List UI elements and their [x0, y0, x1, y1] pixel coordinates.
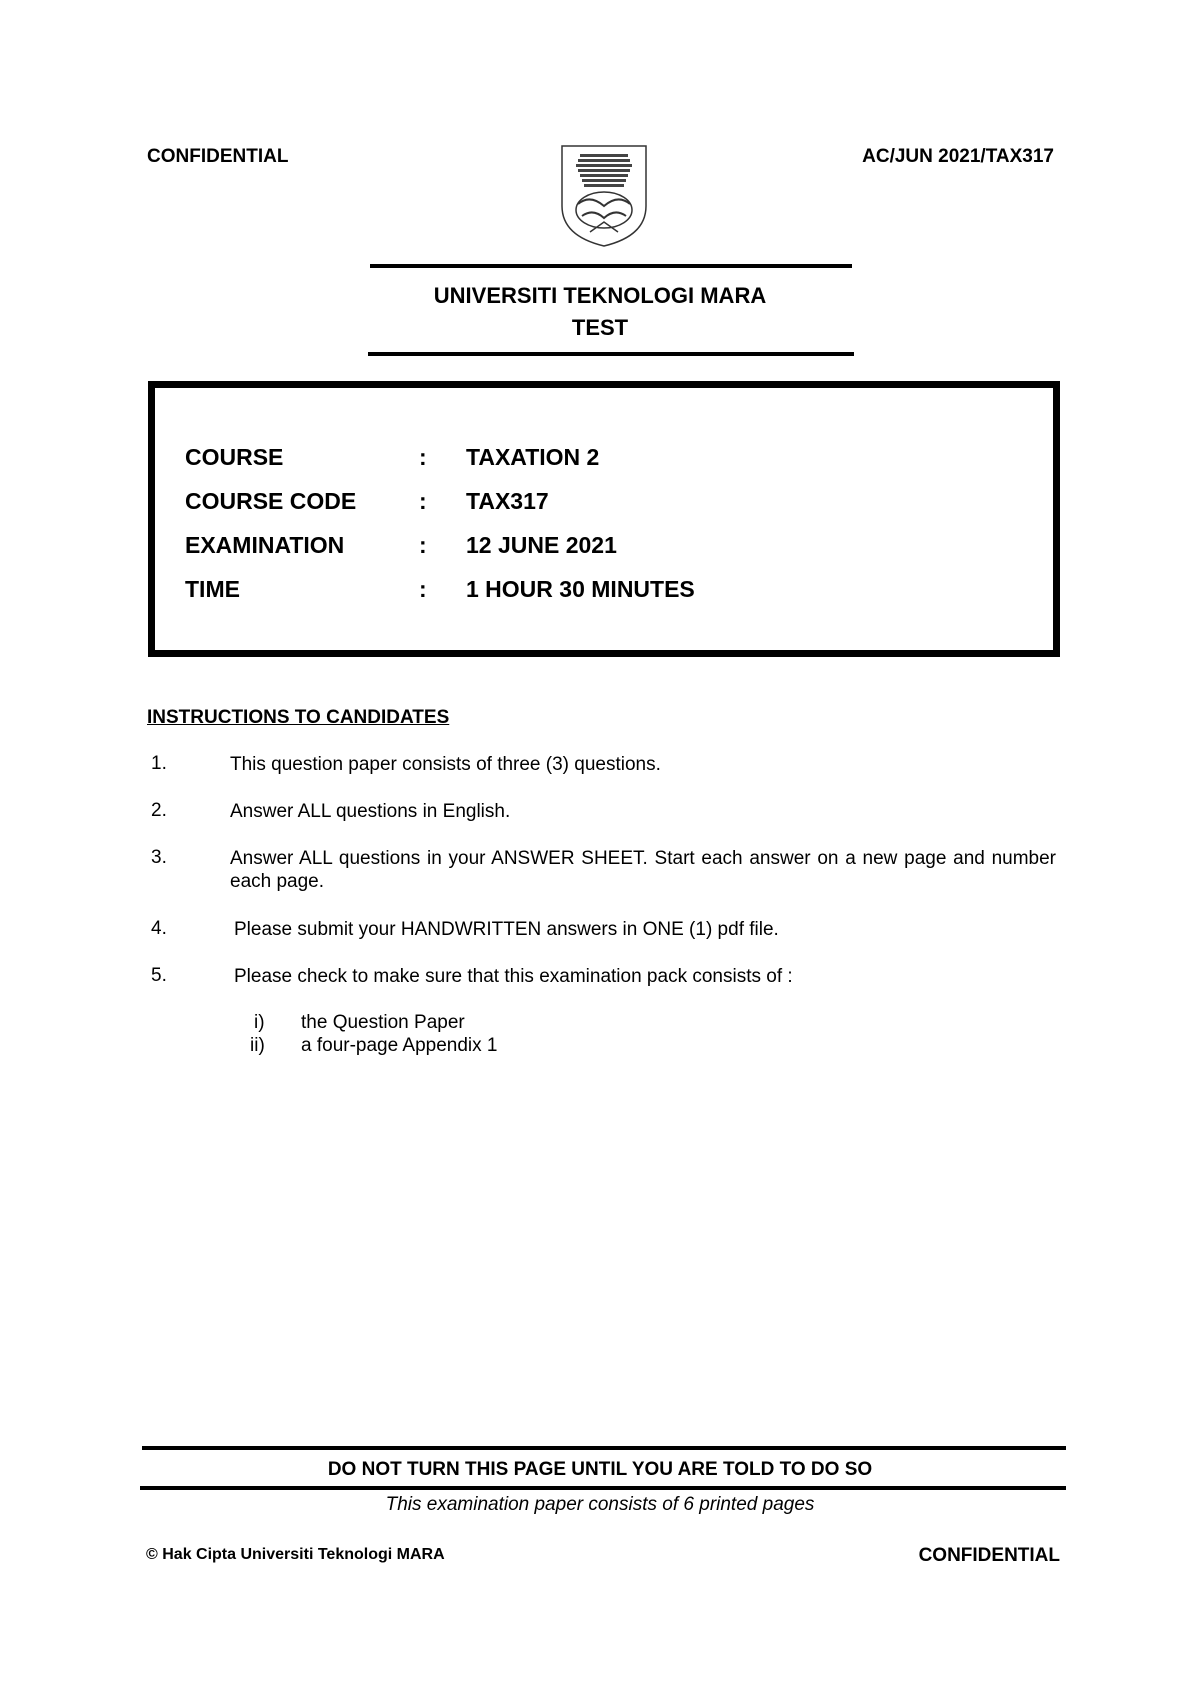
title-bottom-rule: [368, 352, 854, 356]
course-separator: :: [419, 444, 427, 470]
sub-item-text: a four-page Appendix 1: [301, 1035, 498, 1056]
footer-confidential-label: CONFIDENTIAL: [918, 1545, 1060, 1566]
course-info-box: [148, 381, 1060, 657]
university-crest-icon: [560, 144, 648, 248]
copyright-notice: © Hak Cipta Universiti Teknologi MARA: [146, 1546, 445, 1563]
instruction-text: Answer ALL questions in English.: [230, 801, 511, 822]
course-code-label: COURSE CODE: [185, 488, 357, 514]
instruction-text: Answer ALL questions in your ANSWER SHEET. Start each answer on a new page and number each page.: [230, 848, 1056, 892]
time-separator: :: [419, 576, 427, 602]
page-count-note: This examination paper consists of 6 printed pages: [385, 1494, 815, 1515]
course-value: TAXATION 2: [466, 444, 600, 470]
instruction-number: 1.: [151, 753, 167, 774]
course-label: COURSE: [185, 444, 284, 470]
examination-value: 12 JUNE 2021: [466, 532, 617, 558]
title-top-rule: [370, 264, 852, 268]
instruction-text: Please check to make sure that this examination pack consists of :: [234, 966, 793, 987]
instruction-number: 3.: [151, 847, 167, 868]
university-name: UNIVERSITI TEKNOLOGI MARA: [433, 283, 767, 308]
instruction-text: This question paper consists of three (3) questions.: [230, 754, 661, 775]
footer-bottom-rule: [140, 1486, 1066, 1490]
header-paper-code: AC/JUN 2021/TAX317: [862, 146, 1054, 167]
instruction-number: 5.: [151, 965, 167, 986]
instruction-text: Please submit your HANDWRITTEN answers in ONE (1) pdf file.: [234, 919, 779, 940]
examination-separator: :: [419, 532, 427, 558]
course-code-separator: :: [419, 488, 427, 514]
sub-item-number: ii): [250, 1035, 265, 1056]
footer-top-rule: [142, 1446, 1066, 1450]
instruction-number: 2.: [151, 800, 167, 821]
do-not-turn-warning: DO NOT TURN THIS PAGE UNTIL YOU ARE TOLD TO DO SO: [327, 1459, 873, 1480]
document-type: TEST: [571, 315, 629, 340]
sub-item-number: i): [254, 1012, 265, 1033]
instructions-heading: INSTRUCTIONS TO CANDIDATES: [147, 707, 450, 728]
examination-label: EXAMINATION: [185, 532, 345, 558]
time-label: TIME: [185, 576, 240, 602]
sub-item-text: the Question Paper: [301, 1012, 465, 1033]
instruction-number: 4.: [151, 918, 167, 939]
course-code-value: TAX317: [466, 488, 549, 514]
header-confidential-label: CONFIDENTIAL: [147, 146, 289, 167]
time-value: 1 HOUR 30 MINUTES: [466, 576, 695, 602]
